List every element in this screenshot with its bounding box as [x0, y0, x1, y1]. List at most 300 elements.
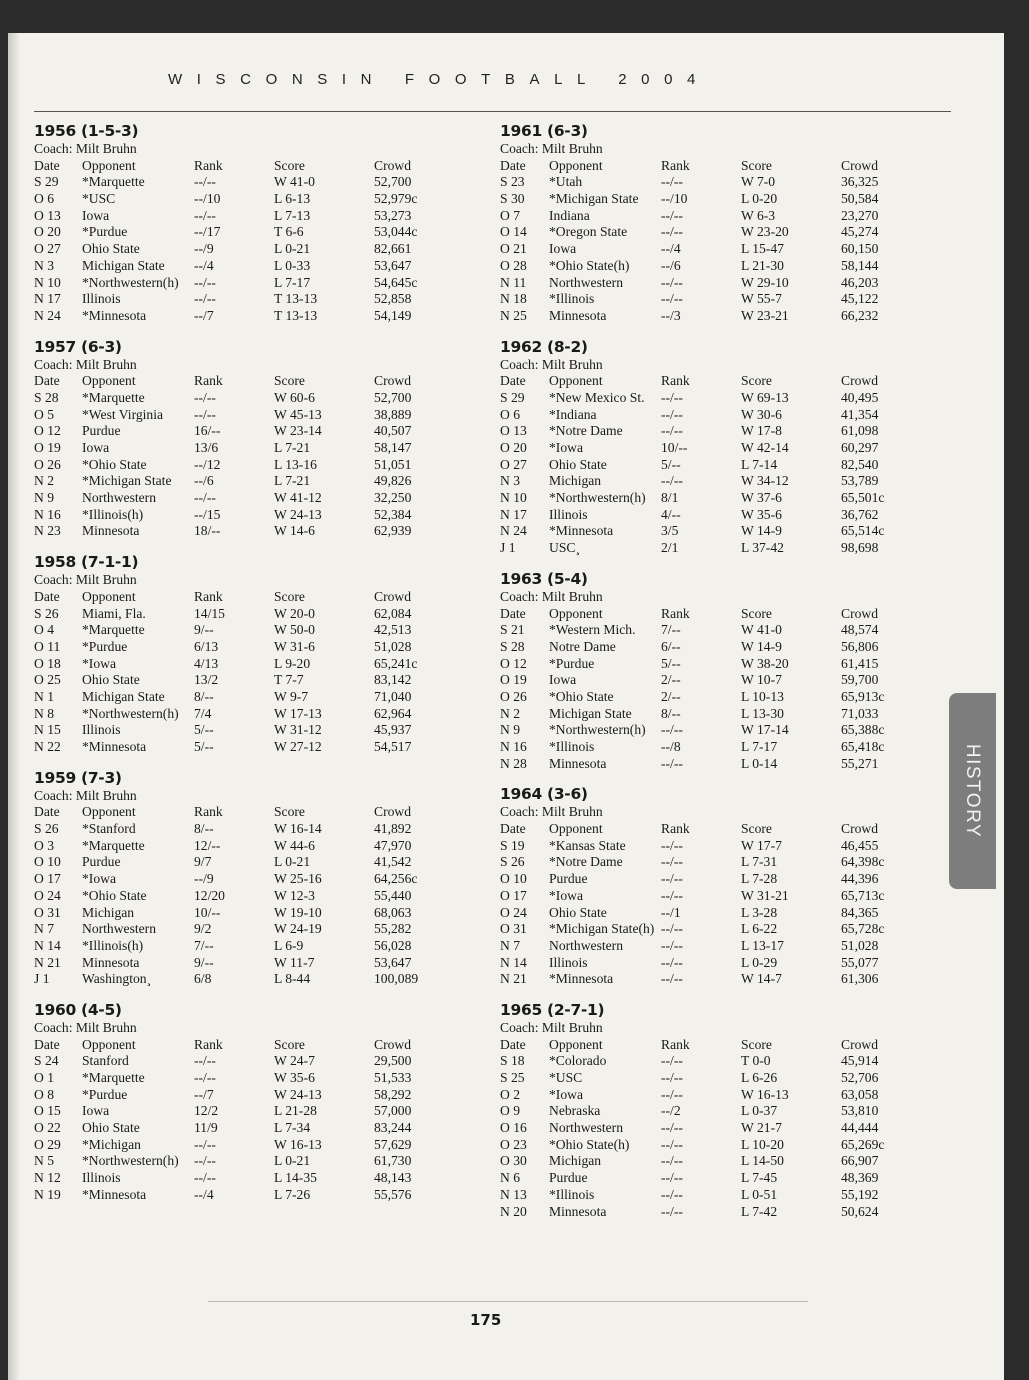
- game-crowd: 62,964: [374, 705, 412, 721]
- page-binding-shadow: [8, 33, 20, 1380]
- game-rank: 14/15: [194, 605, 225, 621]
- game-row: [500, 955, 940, 972]
- game-crowd: 59,700: [841, 672, 879, 688]
- coach-line: Coach: Milt Bruhn: [34, 1019, 137, 1035]
- game-rank: 5/--: [661, 456, 681, 472]
- game-crowd: 82,661: [374, 241, 412, 257]
- game-crowd: 61,730: [374, 1153, 412, 1169]
- game-score: L 7-31: [741, 854, 778, 870]
- game-rank: 5/--: [194, 722, 214, 738]
- game-score: W 24-13: [274, 506, 322, 522]
- game-score: W 55-7: [741, 291, 782, 307]
- game-crowd: 66,232: [841, 307, 879, 323]
- game-row: [34, 390, 474, 407]
- column-header-date: Date: [34, 804, 60, 820]
- game-score: W 24-13: [274, 1086, 322, 1102]
- game-date: N 14: [500, 954, 527, 970]
- game-date: S 21: [500, 622, 525, 638]
- game-row: [500, 838, 940, 855]
- game-score: W 42-14: [741, 440, 789, 455]
- game-opponent: *Northwestern(h): [82, 1153, 179, 1169]
- game-opponent: *Iowa: [549, 440, 583, 455]
- game-date: O 27: [34, 241, 61, 257]
- column-header-crowd: Crowd: [374, 157, 412, 173]
- game-opponent: Ohio State: [82, 241, 140, 257]
- game-row: [34, 854, 474, 871]
- game-score: L 7-14: [741, 456, 778, 472]
- game-row: [500, 1204, 940, 1221]
- game-rank: --/--: [661, 1170, 683, 1186]
- game-row: [34, 706, 474, 723]
- game-date: O 7: [500, 207, 521, 223]
- game-crowd: 51,051: [374, 456, 412, 472]
- game-date: O 10: [500, 871, 527, 887]
- game-score: L 7-17: [741, 739, 778, 754]
- game-rank: 10/--: [661, 440, 688, 455]
- game-score: L 6-26: [741, 1070, 778, 1085]
- section-tab-label-wrap: [949, 693, 996, 889]
- game-crowd: 61,098: [841, 423, 879, 439]
- game-date: N 23: [34, 523, 61, 539]
- game-date: O 28: [500, 257, 527, 273]
- game-row: [500, 224, 940, 241]
- game-date: N 7: [34, 921, 55, 937]
- game-opponent: *Illinois: [549, 739, 595, 754]
- game-score: W 41-12: [274, 490, 322, 506]
- game-date: O 12: [500, 655, 527, 671]
- game-crowd: 45,122: [841, 291, 879, 307]
- game-opponent: Ohio State: [82, 672, 140, 688]
- game-score: L 15-47: [741, 241, 784, 257]
- column-header-row: [500, 606, 940, 623]
- game-date: O 6: [34, 191, 55, 207]
- game-row: [34, 656, 474, 673]
- game-opponent: *Ohio State: [82, 887, 147, 903]
- game-opponent: Ohio State: [549, 456, 607, 472]
- column-header-row: [500, 821, 940, 838]
- game-row: [500, 1103, 940, 1120]
- game-rank: --/7: [194, 307, 214, 323]
- game-score: L 0-21: [274, 854, 311, 870]
- game-opponent: Ohio State: [82, 1120, 140, 1136]
- coach-line: Coach: Milt Bruhn: [500, 356, 603, 372]
- season-title: 1958 (7-1-1): [34, 553, 139, 572]
- game-row: [500, 739, 940, 756]
- game-rank: --/--: [194, 291, 216, 307]
- game-rank: 6/--: [661, 638, 681, 654]
- game-row: [34, 1070, 474, 1087]
- coach-line: Coach: Milt Bruhn: [34, 572, 137, 588]
- game-crowd: 61,306: [841, 971, 879, 987]
- game-date: O 23: [500, 1136, 527, 1152]
- game-opponent: *Marquette: [82, 1070, 145, 1085]
- game-score: L 0-20: [741, 191, 778, 207]
- game-opponent: Illinois: [82, 291, 121, 307]
- game-rank: --/--: [661, 1120, 683, 1136]
- game-opponent: Purdue: [82, 854, 121, 870]
- game-score: W 31-6: [274, 638, 315, 654]
- game-crowd: 98,698: [841, 540, 879, 556]
- game-row: [34, 523, 474, 540]
- game-date: S 18: [500, 1053, 525, 1069]
- game-crowd: 83,142: [374, 672, 412, 688]
- game-score: W 12-3: [274, 887, 315, 903]
- game-date: J 1: [34, 971, 50, 987]
- season-block: [500, 121, 940, 325]
- game-date: S 23: [500, 174, 525, 190]
- game-row: [34, 440, 474, 457]
- season-block: [500, 1000, 940, 1220]
- game-rank: --/--: [661, 1136, 683, 1152]
- game-date: O 18: [34, 655, 61, 671]
- game-rank: 8/1: [661, 490, 679, 506]
- game-row: [34, 1187, 474, 1204]
- game-row: [34, 490, 474, 507]
- game-crowd: 65,514c: [841, 523, 885, 539]
- column-header-opponent: Opponent: [82, 804, 136, 820]
- game-crowd: 48,369: [841, 1170, 879, 1186]
- game-rank: 7/--: [194, 937, 214, 953]
- game-crowd: 52,858: [374, 291, 412, 307]
- game-opponent: *Michigan State: [82, 473, 172, 489]
- game-rank: --/1: [661, 904, 681, 920]
- column-header-score: Score: [274, 804, 305, 820]
- game-score: W 31-21: [741, 887, 789, 903]
- game-crowd: 58,292: [374, 1086, 412, 1102]
- season-title: 1960 (4-5): [34, 1000, 122, 1019]
- game-date: O 25: [34, 672, 61, 688]
- game-date: O 31: [500, 921, 527, 937]
- game-score: W 41-0: [741, 622, 782, 638]
- game-date: N 2: [34, 473, 55, 489]
- game-rank: --/10: [661, 191, 688, 207]
- game-opponent: *Marquette: [82, 174, 145, 190]
- game-crowd: 46,455: [841, 837, 879, 853]
- game-rank: 13/2: [194, 672, 219, 688]
- coach-line: Coach: Milt Bruhn: [500, 1019, 603, 1035]
- game-rank: 3/5: [661, 523, 679, 539]
- game-opponent: *Michigan State: [549, 191, 639, 207]
- game-opponent: Ohio State: [549, 904, 607, 920]
- game-crowd: 52,706: [841, 1070, 879, 1085]
- game-crowd: 36,762: [841, 506, 879, 522]
- running-header: WISCONSIN FOOTBALL 2004: [168, 71, 710, 88]
- game-rank: 2/--: [661, 672, 681, 688]
- game-date: O 12: [34, 423, 61, 439]
- game-score: L 7-42: [741, 1203, 778, 1219]
- game-opponent: *Minnesota: [549, 523, 614, 539]
- column-header-crowd: Crowd: [374, 373, 412, 389]
- game-score: W 25-16: [274, 871, 322, 887]
- game-opponent: Miami, Fla.: [82, 605, 146, 621]
- game-crowd: 50,584: [841, 191, 879, 207]
- game-row: [34, 971, 474, 988]
- game-opponent: Indiana: [549, 207, 590, 223]
- game-row: [500, 921, 940, 938]
- game-date: O 3: [34, 837, 55, 853]
- game-crowd: 41,542: [374, 854, 412, 870]
- game-score: L 0-37: [741, 1103, 778, 1119]
- column-header-date: Date: [500, 821, 526, 837]
- game-date: N 17: [500, 506, 527, 522]
- coach-line: Coach: Milt Bruhn: [500, 588, 603, 604]
- game-date: N 20: [500, 1203, 527, 1219]
- game-row: [500, 241, 940, 258]
- game-opponent: Iowa: [549, 241, 577, 257]
- game-date: N 16: [500, 739, 527, 754]
- game-row: [34, 938, 474, 955]
- game-opponent: *Iowa: [82, 655, 116, 671]
- game-row: [34, 1120, 474, 1137]
- coach-line: Coach: Milt Bruhn: [34, 141, 137, 156]
- game-crowd: 57,000: [374, 1103, 412, 1119]
- game-score: W 31-12: [274, 722, 322, 738]
- game-score: W 14-6: [274, 523, 315, 539]
- game-rank: --/7: [194, 1086, 214, 1102]
- game-rank: --/--: [661, 854, 683, 870]
- section-tab-label: HISTORY: [962, 743, 984, 839]
- game-rank: 8/--: [661, 705, 681, 721]
- game-date: O 4: [34, 622, 55, 638]
- game-date: N 11: [500, 274, 527, 290]
- game-row: [500, 208, 940, 225]
- season-title: 1965 (2-7-1): [500, 1000, 605, 1019]
- game-score: W 60-6: [274, 389, 315, 405]
- game-opponent: *Iowa: [549, 887, 583, 903]
- game-opponent: *Marquette: [82, 389, 145, 405]
- season-block: [34, 768, 474, 988]
- game-crowd: 71,033: [841, 705, 879, 721]
- game-rank: --/6: [661, 257, 681, 273]
- game-crowd: 62,939: [374, 523, 412, 539]
- game-date: S 25: [500, 1070, 525, 1085]
- game-row: [34, 241, 474, 258]
- column-header-date: Date: [34, 588, 60, 604]
- column-header-rank: Rank: [194, 1036, 223, 1052]
- game-rank: 12/2: [194, 1103, 219, 1119]
- game-date: O 14: [500, 224, 527, 240]
- game-score: L 13-16: [274, 456, 317, 472]
- season-block: [34, 552, 474, 756]
- game-score: W 17-8: [741, 423, 782, 439]
- game-score: W 69-13: [741, 389, 789, 405]
- game-date: N 25: [500, 307, 527, 323]
- game-date: N 9: [500, 722, 521, 738]
- game-opponent: USC¸: [549, 540, 580, 556]
- game-rank: --/--: [661, 871, 683, 887]
- column-header-crowd: Crowd: [841, 1036, 879, 1052]
- column-header-crowd: Crowd: [374, 1036, 412, 1052]
- column-header-date: Date: [34, 157, 60, 173]
- game-score: W 37-6: [741, 490, 782, 506]
- game-score: W 7-0: [741, 174, 776, 190]
- game-score: L 0-51: [741, 1186, 778, 1202]
- column-header-score: Score: [741, 605, 772, 621]
- game-row: [500, 390, 940, 407]
- game-rank: --/8: [661, 739, 681, 754]
- game-score: W 29-10: [741, 274, 789, 290]
- page-number: 175: [470, 1311, 502, 1329]
- game-row: [34, 224, 474, 241]
- game-score: L 37-42: [741, 540, 784, 556]
- game-date: N 28: [500, 755, 527, 771]
- game-rank: --/--: [661, 722, 683, 738]
- game-opponent: Illinois: [549, 506, 588, 522]
- game-row: [34, 291, 474, 308]
- game-row: [500, 622, 940, 639]
- game-opponent: Northwestern: [549, 937, 623, 953]
- game-rank: --/--: [661, 954, 683, 970]
- game-crowd: 48,143: [374, 1170, 412, 1186]
- game-date: N 3: [34, 257, 55, 273]
- column-header-row: [500, 1037, 940, 1054]
- game-date: N 17: [34, 291, 61, 307]
- game-score: W 35-6: [274, 1070, 315, 1085]
- game-score: L 0-21: [274, 1153, 311, 1169]
- game-score: L 6-9: [274, 937, 304, 953]
- game-rank: 6/13: [194, 638, 219, 654]
- game-date: O 24: [34, 887, 61, 903]
- column-header-opponent: Opponent: [549, 1036, 603, 1052]
- game-rank: --/--: [661, 1053, 683, 1069]
- game-opponent: Northwestern: [549, 274, 623, 290]
- game-rank: --/--: [661, 389, 683, 405]
- game-score: L 7-26: [274, 1186, 311, 1202]
- game-crowd: 51,533: [374, 1070, 412, 1085]
- game-date: O 20: [34, 224, 61, 240]
- game-date: N 15: [34, 722, 61, 738]
- game-rank: 12/20: [194, 887, 225, 903]
- game-row: [34, 955, 474, 972]
- game-row: [500, 1153, 940, 1170]
- game-opponent: Purdue: [82, 423, 121, 439]
- game-opponent: *Northwestern(h): [549, 722, 646, 738]
- game-crowd: 41,892: [374, 821, 412, 837]
- game-score: L 8-44: [274, 971, 311, 987]
- column-header-row: [500, 158, 940, 175]
- game-date: N 6: [500, 1170, 521, 1186]
- game-crowd: 55,282: [374, 921, 412, 937]
- game-crowd: 65,501c: [841, 490, 885, 506]
- game-row: [500, 854, 940, 871]
- game-row: [34, 606, 474, 623]
- game-crowd: 40,507: [374, 423, 412, 439]
- game-opponent: *Michigan: [82, 1136, 141, 1152]
- game-date: O 16: [500, 1120, 527, 1136]
- column-header-crowd: Crowd: [841, 821, 879, 837]
- game-opponent: Washington¸: [82, 971, 152, 987]
- game-opponent: *USC: [82, 191, 116, 207]
- game-opponent: Michigan: [82, 904, 135, 920]
- game-row: [34, 407, 474, 424]
- game-row: [500, 888, 940, 905]
- game-row: [500, 706, 940, 723]
- game-row: [500, 275, 940, 292]
- game-opponent: *Purdue: [82, 224, 128, 240]
- game-rank: 12/--: [194, 837, 221, 853]
- game-opponent: *Minnesota: [82, 307, 147, 323]
- game-score: L 21-30: [741, 257, 784, 273]
- column-header-rank: Rank: [661, 157, 690, 173]
- game-row: [34, 423, 474, 440]
- game-opponent: *Michigan State(h): [549, 921, 655, 937]
- game-opponent: *Ohio State: [549, 688, 614, 704]
- game-score: W 14-9: [741, 638, 782, 654]
- game-rank: --/4: [661, 241, 681, 257]
- game-crowd: 23,270: [841, 207, 879, 223]
- game-rank: --/--: [194, 1170, 216, 1186]
- game-row: [34, 1103, 474, 1120]
- game-rank: --/--: [661, 921, 683, 937]
- game-opponent: Illinois: [82, 1170, 121, 1186]
- game-rank: --/9: [194, 871, 214, 887]
- game-rank: 16/--: [194, 423, 221, 439]
- game-crowd: 60,150: [841, 241, 879, 257]
- game-row: [34, 507, 474, 524]
- game-score: L 6-13: [274, 191, 311, 207]
- column-header-rank: Rank: [194, 588, 223, 604]
- game-crowd: 65,713c: [841, 887, 885, 903]
- season-title: 1963 (5-4): [500, 569, 588, 588]
- game-row: [500, 971, 940, 988]
- game-score: L 14-35: [274, 1170, 317, 1186]
- game-score: L 10-20: [741, 1136, 784, 1152]
- column-header-row: [34, 1037, 474, 1054]
- game-score: L 7-45: [741, 1170, 778, 1186]
- column-header-opponent: Opponent: [82, 373, 136, 389]
- game-date: N 9: [34, 490, 55, 506]
- game-opponent: *Minnesota: [549, 971, 614, 987]
- game-crowd: 53,273: [374, 207, 412, 223]
- game-date: O 8: [34, 1086, 55, 1102]
- game-score: T 13-13: [274, 291, 318, 307]
- game-row: [500, 1187, 940, 1204]
- game-crowd: 52,700: [374, 174, 412, 190]
- game-crowd: 58,144: [841, 257, 879, 273]
- game-opponent: *Stanford: [82, 821, 136, 837]
- game-date: O 2: [500, 1086, 521, 1102]
- game-opponent: Michigan State: [549, 705, 632, 721]
- game-rank: --/--: [661, 1203, 683, 1219]
- game-opponent: Michigan State: [82, 688, 165, 704]
- game-crowd: 32,250: [374, 490, 412, 506]
- game-row: [500, 540, 940, 557]
- season-title: 1956 (1-5-3): [34, 122, 139, 140]
- game-date: O 24: [500, 904, 527, 920]
- game-opponent: *Western Mich.: [549, 622, 636, 638]
- game-score: W 11-7: [274, 954, 315, 970]
- season-block: [34, 1000, 474, 1204]
- game-score: W 24-19: [274, 921, 322, 937]
- game-score: L 0-29: [741, 954, 778, 970]
- game-rank: 9/7: [194, 854, 212, 870]
- game-opponent: *Iowa: [82, 871, 116, 887]
- game-rank: --/--: [194, 1053, 216, 1069]
- game-score: L 7-17: [274, 274, 311, 290]
- game-score: W 14-7: [741, 971, 782, 987]
- game-crowd: 55,192: [841, 1186, 879, 1202]
- column-header-score: Score: [274, 1036, 305, 1052]
- game-rank: 7/--: [661, 622, 681, 638]
- game-rank: 4/--: [661, 506, 681, 522]
- right-column: [500, 119, 940, 1232]
- game-opponent: Iowa: [82, 440, 110, 455]
- game-row: [500, 440, 940, 457]
- column-header-opponent: Opponent: [82, 157, 136, 173]
- game-opponent: *Oregon State: [549, 224, 628, 240]
- game-rank: --/--: [194, 174, 216, 190]
- game-score: W 45-13: [274, 406, 322, 422]
